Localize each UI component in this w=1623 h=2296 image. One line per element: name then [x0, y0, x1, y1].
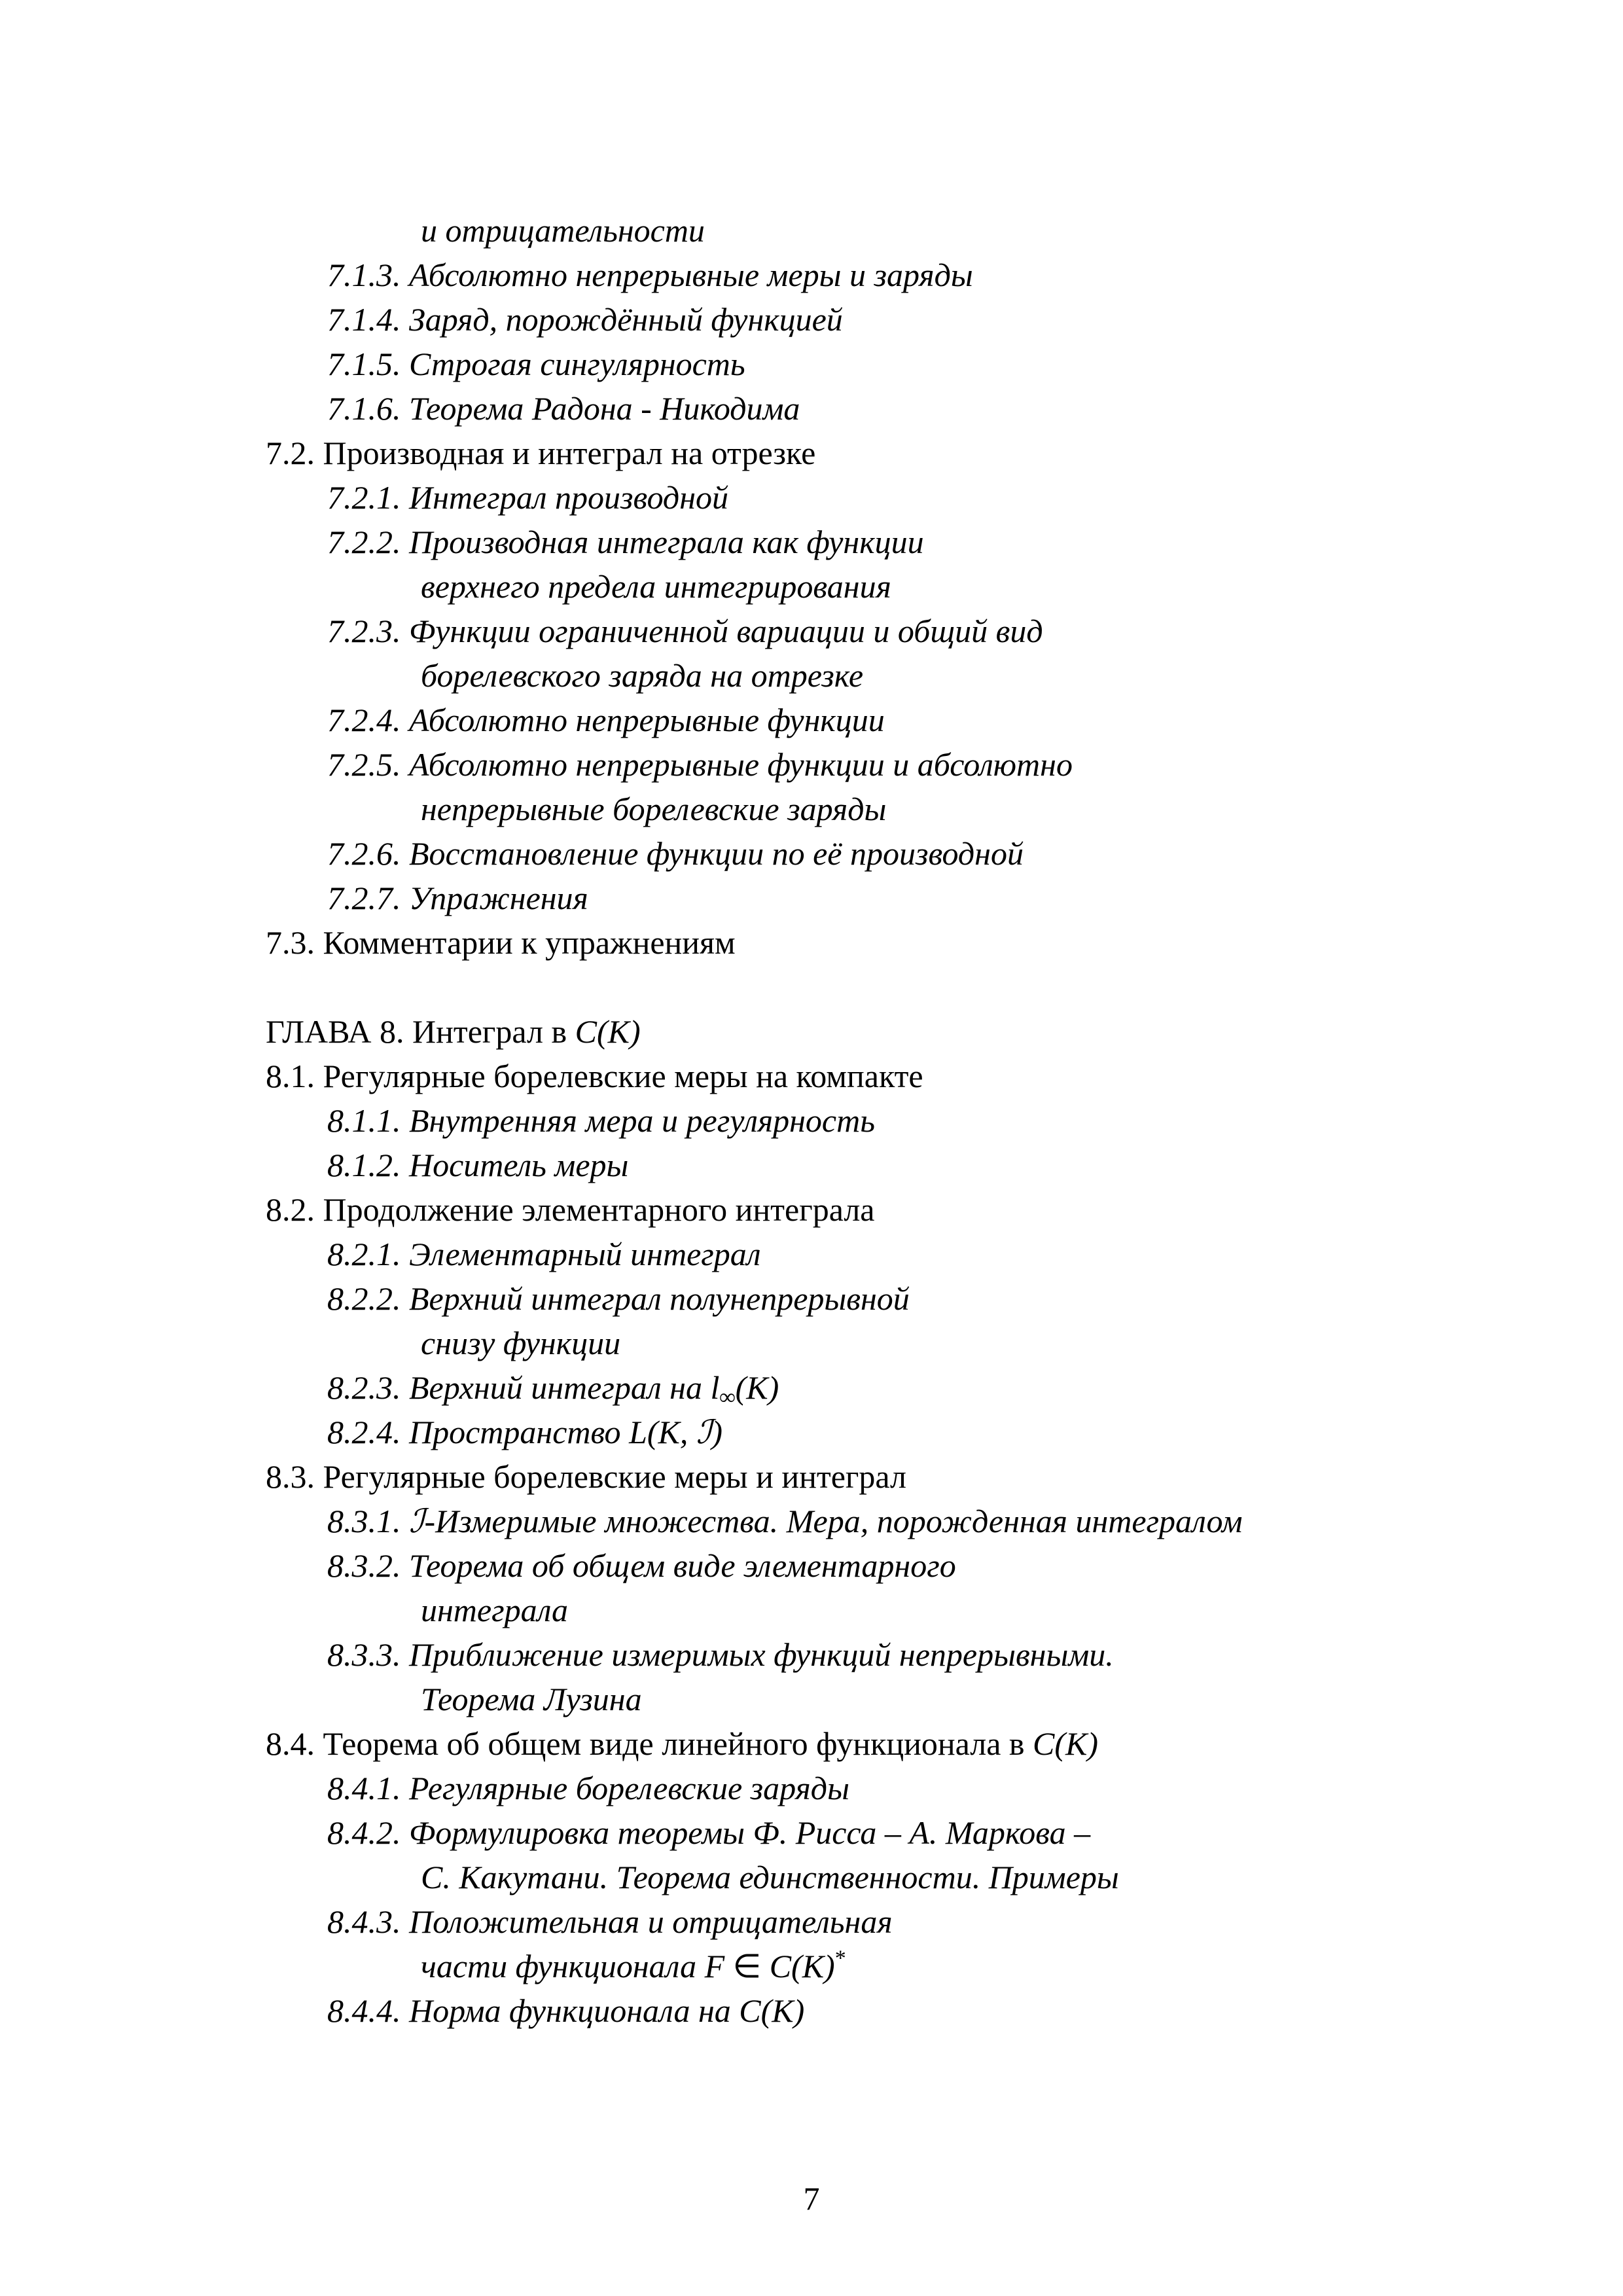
toc-text: 8.2.1. Элементарный интеграл — [327, 1236, 761, 1272]
toc-text: 7.1.6. Теорема Радона - Никодима — [327, 390, 800, 427]
toc-text: 8.2.2. Верхний интеграл полунепрерывной — [327, 1280, 910, 1317]
toc-line — [0, 1721, 1623, 1766]
toc-text: 8.1.2. Носитель меры — [327, 1147, 629, 1183]
toc-line — [0, 1410, 1623, 1454]
toc-text: L(K, — [629, 1414, 696, 1450]
toc-line — [0, 1677, 1623, 1721]
toc-line — [0, 1232, 1623, 1276]
toc-text: 7.2.6. Восстановление функции по её производной — [327, 835, 1024, 872]
toc-text: ℐ — [696, 1414, 712, 1450]
toc-text: 7.1.5. Строгая сингулярность — [327, 346, 745, 382]
toc-text: 8.3. Регулярные борелевские меры и интеграл — [266, 1458, 907, 1495]
toc-text: 7.1.3. Абсолютно непрерывные меры и заряды — [327, 257, 973, 293]
toc-line — [0, 1321, 1623, 1365]
toc-line — [0, 742, 1623, 787]
toc-line — [0, 208, 1623, 253]
toc-line — [0, 1187, 1623, 1232]
toc-text: 7.2.2. Производная интеграла как функции — [327, 524, 924, 560]
toc-line — [0, 1543, 1623, 1588]
toc-text: -Измеримые множества. Мера, порожденная интегралом — [424, 1503, 1243, 1539]
toc-list — [0, 208, 1623, 2033]
toc-text: 8.4.1. Регулярные борелевские заряды — [327, 1770, 849, 1806]
toc-text: ГЛАВА 8. Интеграл в — [266, 1013, 575, 1050]
toc-line — [0, 1899, 1623, 1944]
toc-text: 7.2.7. Упражнения — [327, 880, 588, 916]
toc-text: борелевского заряда на отрезке — [421, 657, 864, 694]
toc-line — [0, 1588, 1623, 1632]
toc-text: 8.4.3. Положительная и отрицательная — [327, 1903, 893, 1940]
toc-line — [0, 1365, 1623, 1410]
toc-text: 8.3.2. Теорема об общем виде элементарного — [327, 1547, 956, 1584]
toc-text: C(K) — [739, 1992, 805, 2029]
toc-line — [0, 653, 1623, 698]
toc-line — [0, 698, 1623, 742]
toc-text: ) — [711, 1414, 723, 1450]
toc-text: снизу функции — [421, 1325, 621, 1361]
toc-line — [0, 1766, 1623, 1810]
toc-line — [0, 342, 1623, 386]
toc-text: непрерывные борелевские заряды — [421, 791, 887, 827]
toc-line — [0, 787, 1623, 831]
toc-text: 8.4.4. Норма функционала на — [327, 1992, 740, 2029]
toc-text: 7.2.4. Абсолютно непрерывные функции — [327, 702, 885, 738]
toc-line — [0, 920, 1623, 965]
toc-text: 8.2.3. Верхний интеграл на — [327, 1369, 711, 1406]
toc-line — [0, 1454, 1623, 1499]
toc-text: 8.2. Продолжение элементарного интеграла — [266, 1191, 875, 1228]
toc-line — [0, 1098, 1623, 1143]
toc-text: 7.2. Производная и интеграл на отрезке — [266, 435, 816, 471]
toc-text: ℐ — [409, 1503, 425, 1539]
toc-text: ∞ — [719, 1385, 736, 1410]
toc-text: C(K) — [769, 1948, 835, 1984]
toc-text: и отрицательности — [421, 212, 705, 249]
toc-text: 7.2.1. Интеграл производной — [327, 479, 729, 516]
toc-text: 8.2.4. Пространство — [327, 1414, 630, 1450]
toc-line — [0, 1944, 1623, 1988]
toc-text: * — [834, 1946, 846, 1971]
toc-line — [0, 297, 1623, 342]
toc-text: 7.2.5. Абсолютно непрерывные функции и абсолютно — [327, 746, 1073, 783]
toc-line — [0, 1143, 1623, 1187]
toc-line — [0, 1632, 1623, 1677]
toc-text: 8.4. Теорема об общем виде линейного функционала в — [266, 1725, 1033, 1762]
toc-line — [0, 520, 1623, 564]
toc-line — [0, 431, 1623, 475]
toc-text: C(K) — [575, 1013, 641, 1050]
toc-line — [0, 475, 1623, 520]
toc-line — [0, 1054, 1623, 1098]
toc-text: (K) — [735, 1369, 779, 1406]
toc-line — [0, 253, 1623, 297]
toc-text: части функционала — [421, 1948, 705, 1984]
toc-text: 8.4.2. Формулировка теоремы Ф. Рисса – А. Маркова – — [327, 1814, 1091, 1851]
toc-text: ∈ — [724, 1948, 770, 1984]
toc-line — [0, 1499, 1623, 1543]
toc-text: 7.1.4. Заряд, порождённый функцией — [327, 301, 843, 338]
toc-line — [0, 609, 1623, 653]
toc-line — [0, 564, 1623, 609]
toc-line — [0, 1855, 1623, 1899]
toc-line — [0, 1276, 1623, 1321]
toc-line — [0, 386, 1623, 431]
toc-text: С. Какутани. Теорема единственности. Примеры — [421, 1859, 1119, 1895]
toc-text: l — [710, 1369, 720, 1406]
toc-line — [0, 1988, 1623, 2033]
toc-line — [0, 1009, 1623, 1054]
toc-text: C(K) — [1033, 1725, 1099, 1762]
toc-line — [0, 831, 1623, 876]
toc-text: F — [704, 1948, 725, 1984]
page-number: 7 — [803, 2180, 820, 2217]
toc-text: 8.1. Регулярные борелевские меры на компакте — [266, 1058, 923, 1094]
toc-text: Теорема Лузина — [421, 1681, 642, 1717]
toc-line — [0, 1810, 1623, 1855]
toc-text: интеграла — [421, 1592, 569, 1628]
toc-text: 7.2.3. Функции ограниченной вариации и общий вид — [327, 613, 1043, 649]
toc-text: 8.1.1. Внутренняя мера и регулярность — [327, 1102, 875, 1139]
toc-text: 8.3.1. — [327, 1503, 409, 1539]
toc-text: верхнего предела интегрирования — [421, 568, 891, 605]
toc-line — [0, 876, 1623, 920]
toc-text: 7.3. Комментарии к упражнениям — [266, 924, 736, 961]
toc-text: 8.3.3. Приближение измеримых функций непрерывными. — [327, 1636, 1114, 1673]
